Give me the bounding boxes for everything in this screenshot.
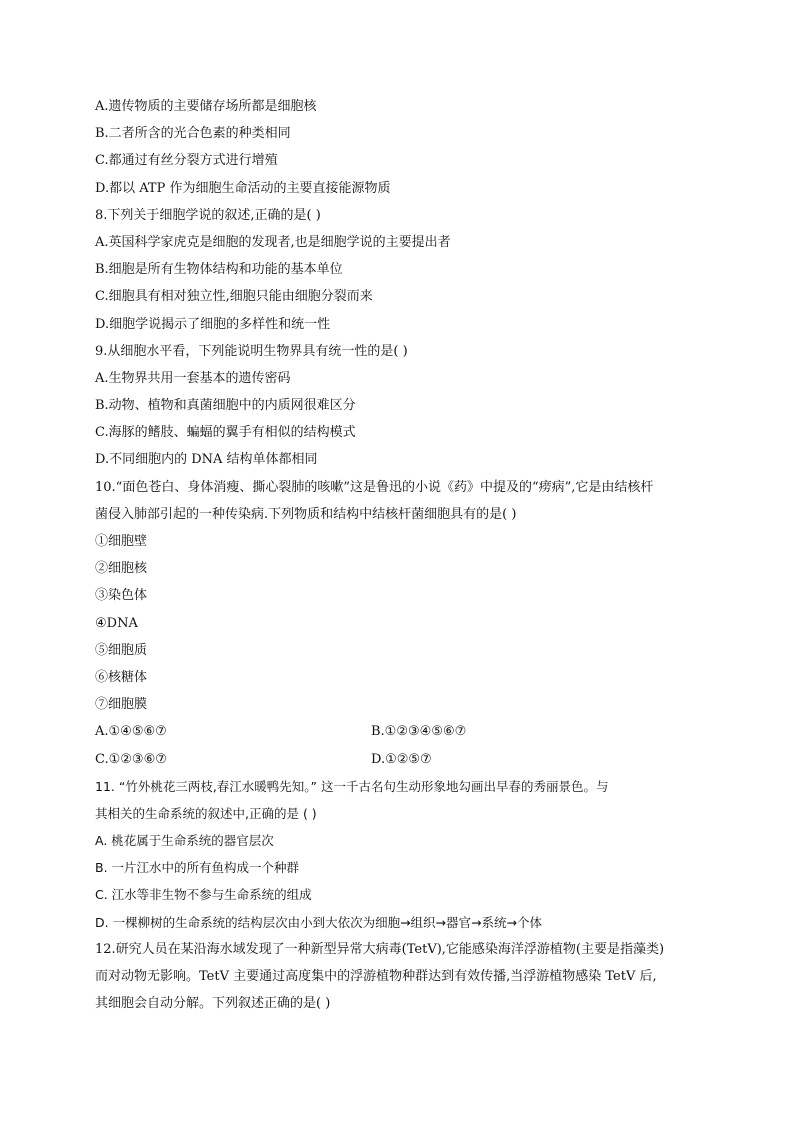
q10-item: ⑤细胞质 (95, 642, 148, 658)
q12-stem-line-1: 12.研究人员在某沿海水域发现了一种新型异常大病毒(TetV),它能感染海洋浮游植物(主要是指藻类) (95, 941, 665, 957)
q7-option-c: C.都通过有丝分裂方式进行增殖 (95, 153, 278, 169)
q11-option-a: A. 桃花属于生命系统的器官层次 (95, 833, 274, 849)
q12-stem-line-3: 其细胞会自动分解。下列叙述正确的是( ) (95, 996, 331, 1012)
q10-item: ②细胞核 (95, 561, 148, 577)
q8-option-c: C.细胞具有相对独立性,细胞只能由细胞分裂而来 (95, 289, 373, 305)
q10-item: ③染色体 (95, 588, 148, 604)
question-content (95, 93, 705, 1017)
q11-option-d: D. 一棵柳树的生命系统的结构层次由小到大依次为细胞→组织→器官→系统→个体 (95, 914, 542, 930)
q10-option-a: A.①④⑤⑥⑦ (95, 724, 167, 740)
q10-item: ①细胞壁 (95, 534, 148, 549)
q11-stem-line-1: 11. “竹外桃花三两枝,春江水暖鸭先知。” 这一千古名句生动形象地勾画出早春的秀丽景色。与 (95, 778, 609, 794)
q10-options-row-1 (95, 718, 705, 745)
q11-option-c: C. 江水等非生物不参与生命系统的组成 (95, 887, 312, 903)
q8-option-b: B.细胞是所有生物体结构和功能的基本单位 (95, 262, 343, 278)
q10-stem-line-2: 菌侵入肺部引起的一种传染病.下列物质和结构中结核杆菌细胞具有的是( ) (95, 506, 517, 522)
q12-stem-line-2: 而对动物无影响。TetV 主要通过高度集中的浮游植物种群达到有效传播,当浮游植物感染 TetV 后, (95, 969, 657, 984)
q7-option-a: A.遗传物质的主要储存场所都是细胞核 (95, 99, 317, 114)
q9-option-c: C.海豚的鳍肢、蝙蝠的翼手有相似的结构模式 (95, 425, 356, 441)
q10-option-b: B.①②③④⑤⑥⑦ (371, 724, 467, 740)
q11-stem-line-2: 其相关的生命系统的叙述中,正确的是 ( ) (95, 805, 317, 821)
q10-item: ⑥核糖体 (95, 669, 148, 685)
q8-option-a: A.英国科学家虎克是细胞的发现者,也是细胞学说的主要提出者 (95, 234, 451, 250)
q8-option-d: D.细胞学说揭示了细胞的多样性和统一性 (95, 316, 331, 332)
q10-option-d: D.①②⑤⑦ (371, 751, 432, 767)
q10-option-c: C.①②③⑥⑦ (95, 751, 167, 767)
q7-option-d: D.都以 ATP 作为细胞生命活动的主要直接能源物质 (95, 180, 391, 196)
q10-item: ⑦细胞膜 (95, 697, 148, 713)
q10-item: ④DNA (95, 615, 138, 631)
q9-option-d: D.不同细胞内的 DNA 结构单体都相同 (95, 452, 318, 468)
q10-options-row-2 (95, 746, 705, 773)
q8-stem: 8.下列关于细胞学说的叙述,正确的是( ) (95, 207, 321, 223)
q7-option-b: B.二者所含的光合色素的种类相同 (95, 126, 291, 142)
q9-option-a: A.生物界共用一套基本的遗传密码 (95, 370, 291, 386)
q9-option-b: B.动物、植物和真菌细胞中的内质网很难区分 (95, 398, 356, 414)
q10-stem-line-1: 10.“面色苍白、身体消瘦、撕心裂肺的咳嗽”这是鲁迅的小说《药》中提及的“痨病”,它是由结核杆 (95, 479, 654, 495)
q11-option-b: B. 一片江水中的所有鱼构成一个种群 (95, 860, 300, 876)
q9-stem: 9.从细胞水平看，下列能说明生物界具有统一性的是( ) (95, 343, 408, 359)
